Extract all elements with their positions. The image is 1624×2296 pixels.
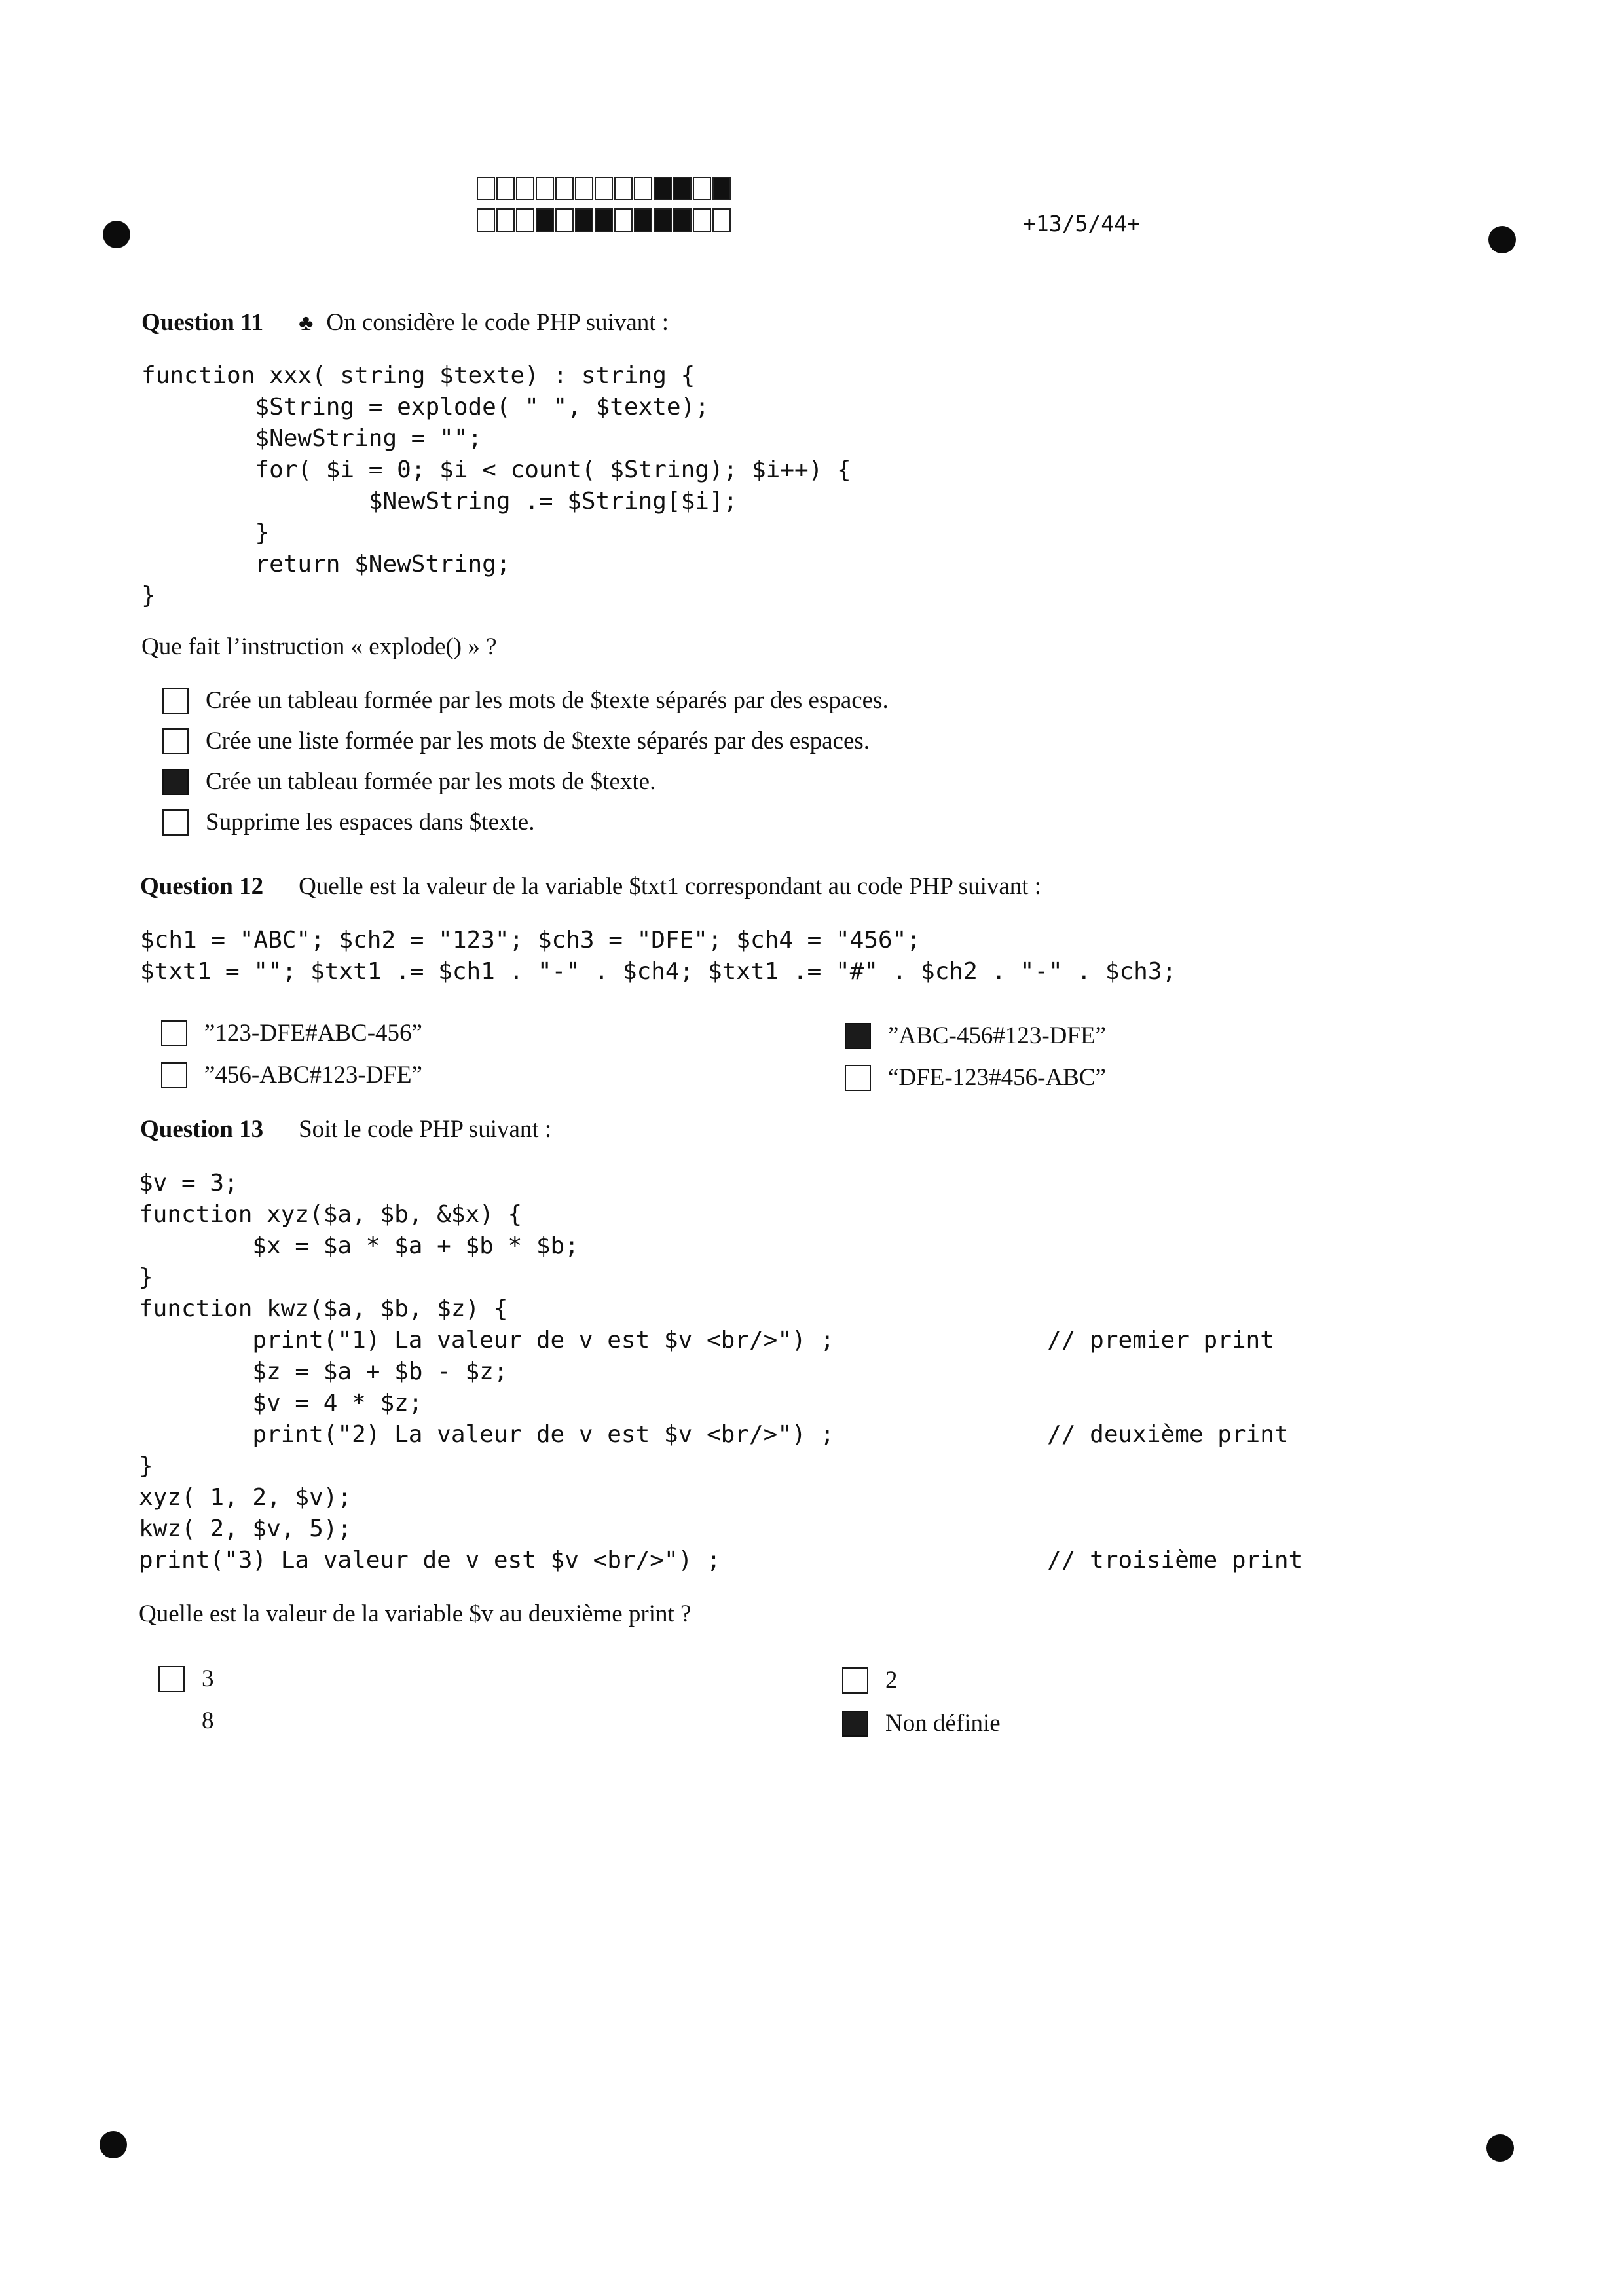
question-11-heading	[141, 308, 669, 337]
barcode-cell	[614, 177, 633, 200]
question-intro: Quelle est la valeur de la variable $txt1 correspondant au code PHP suivant :	[299, 873, 1042, 900]
question-intro: Soit le code PHP suivant :	[299, 1116, 552, 1143]
choice-label: ”456-ABC#123-DFE”	[204, 1062, 422, 1088]
barcode-cell	[693, 208, 711, 232]
barcode-cell	[712, 177, 731, 200]
barcode-cell	[477, 208, 495, 232]
barcode-cell	[595, 208, 613, 232]
choice-label: Non définie	[885, 1710, 1001, 1737]
barcode-row-2	[477, 208, 732, 232]
barcode-cell	[673, 208, 692, 232]
q11-choice-1[interactable]	[162, 686, 889, 714]
question-12-code: $ch1 = "ABC"; $ch2 = "123"; $ch3 = "DFE"; $ch4 = "456"; $txt1 = ""; $txt1 .= $ch1 . "-" . $ch4; $txt1 .= "#" . $ch2 . "-" . $ch3;	[140, 927, 1177, 985]
checkbox[interactable]	[162, 728, 189, 754]
registration-mark-top-right	[1488, 226, 1516, 253]
choice-label: ”123-DFE#ABC-456”	[204, 1020, 422, 1046]
choice-label: 3	[202, 1665, 214, 1692]
question-intro: On considère le code PHP suivant :	[326, 309, 669, 336]
choice-label: 8	[202, 1707, 214, 1734]
checkbox[interactable]	[162, 688, 189, 714]
q11-choice-3[interactable]	[162, 768, 655, 796]
barcode-cell	[693, 177, 711, 200]
question-number: Question 13	[140, 1116, 264, 1143]
barcode-cell	[654, 208, 672, 232]
question-number: Question 12	[140, 873, 264, 900]
q11-choice-4[interactable]	[162, 808, 534, 836]
barcode-cell	[575, 177, 593, 200]
page-id: +13/5/44+	[1023, 211, 1140, 236]
q13-choice-4[interactable]	[842, 1709, 1001, 1737]
question-12-heading	[140, 872, 1041, 900]
checkbox[interactable]	[845, 1065, 871, 1091]
barcode-row-1	[477, 177, 732, 200]
q11-choice-2[interactable]	[162, 727, 870, 755]
barcode-cell	[477, 177, 495, 200]
barcode-cell	[673, 177, 692, 200]
barcode-cell	[496, 177, 515, 200]
barcode-cell	[516, 177, 534, 200]
barcode-cell	[555, 177, 574, 200]
registration-mark-bottom-right	[1486, 2134, 1514, 2162]
checkbox[interactable]	[158, 1666, 185, 1692]
question-number: Question 11	[141, 309, 264, 336]
checkbox[interactable]	[161, 1020, 187, 1046]
question-13-code: $v = 3; function xyz($a, $b, &$x) { $x = $a * $a + $b * $b; } function kwz($a, $b, $z) { print("1) La valeur de v est $v <br/>") ; // premier print $z = $a + $b - $z; $v = 4 * $z; print("2) La valeur de v est $v <br/>") ; // deuxième print } xyz( 1, 2, $v); kwz( 2, $v, 5); print("3) La valeur de v est $v <br/>") ; // troisième print	[139, 1170, 1303, 1574]
barcode-cell	[536, 177, 554, 200]
q12-choice-3[interactable]	[845, 1022, 1106, 1050]
barcode-cell	[712, 208, 731, 232]
choice-label: ”ABC-456#123-DFE”	[888, 1022, 1106, 1049]
checkbox[interactable]	[161, 1062, 187, 1088]
question-11-prompt: Que fait l’instruction « explode() » ?	[141, 633, 497, 660]
q13-choice-2[interactable]	[158, 1707, 214, 1735]
barcode-cell	[614, 208, 633, 232]
choice-label: 2	[885, 1667, 898, 1694]
barcode-cell	[634, 177, 652, 200]
checkbox[interactable]	[162, 809, 189, 836]
barcode-cell	[654, 177, 672, 200]
barcode-cell	[555, 208, 574, 232]
choice-label: “DFE-123#456-ABC”	[888, 1064, 1106, 1091]
barcode-cell	[536, 208, 554, 232]
q12-choice-2[interactable]	[161, 1061, 422, 1089]
q13-choice-3[interactable]	[842, 1666, 898, 1694]
question-11-code: function xxx( string $texte) : string { $String = explode( " ", $texte); $NewString = ""; for( $i = 0; $i < count( $String); $i++) { $NewString .= $String[$i]; } return $NewString; }	[141, 362, 851, 609]
question-13-prompt: Quelle est la valeur de la variable $v au deuxième print ?	[139, 1601, 692, 1627]
q12-choice-4[interactable]	[845, 1064, 1106, 1092]
checkbox[interactable]	[842, 1711, 868, 1737]
registration-mark-top-left	[103, 221, 130, 248]
checkbox[interactable]	[842, 1667, 868, 1694]
q12-choice-1[interactable]	[161, 1019, 422, 1047]
club-icon: ♣	[299, 311, 314, 335]
checkbox[interactable]	[162, 769, 189, 795]
choice-label: Crée un tableau formée par les mots de $texte.	[206, 768, 656, 795]
question-13-heading	[140, 1115, 551, 1143]
registration-mark-bottom-left	[100, 2131, 127, 2158]
barcode-cell	[634, 208, 652, 232]
choice-label: Crée une liste formée par les mots de $texte séparés par des espaces.	[206, 728, 870, 754]
barcode-cell	[575, 208, 593, 232]
checkbox[interactable]	[845, 1023, 871, 1049]
choice-label: Supprime les espaces dans $texte.	[206, 809, 535, 836]
q13-choice-1[interactable]	[158, 1665, 214, 1693]
checkbox[interactable]	[158, 1708, 185, 1734]
barcode-cell	[595, 177, 613, 200]
barcode-cell	[516, 208, 534, 232]
barcode-cell	[496, 208, 515, 232]
choice-label: Crée un tableau formée par les mots de $texte séparés par des espaces.	[206, 687, 889, 714]
